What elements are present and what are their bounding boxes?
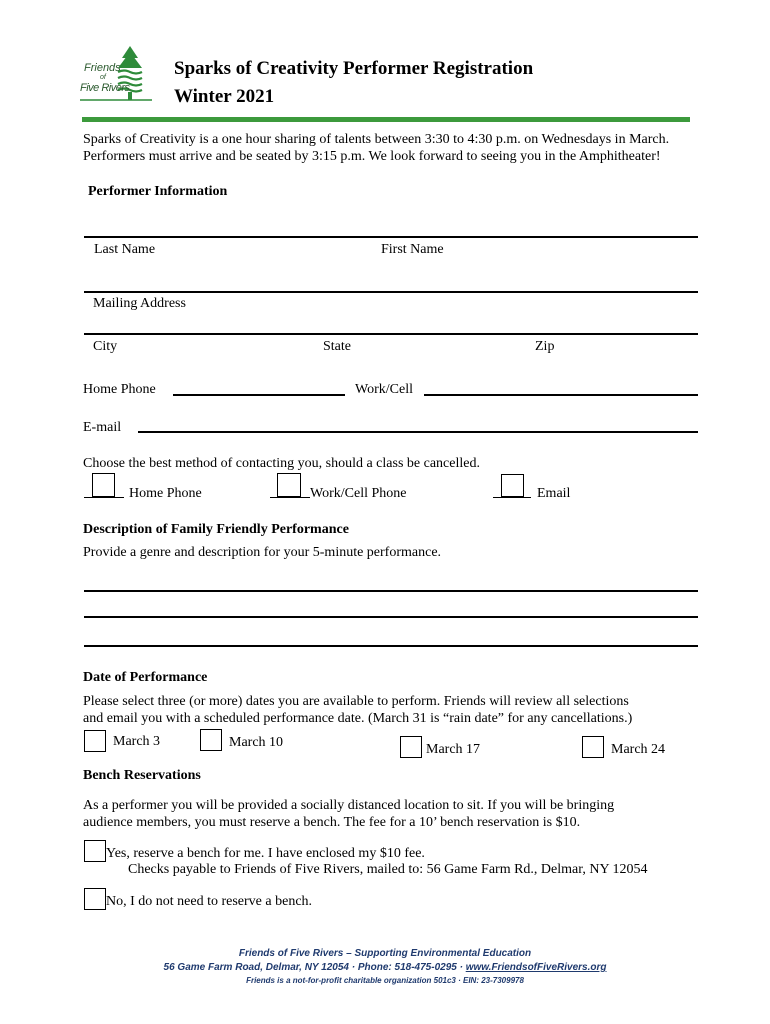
footer-line-3: Friends is a not-for-profit charitable organization 501c3 · EIN: 23-7309978 (246, 976, 524, 985)
march-24-checkbox[interactable] (582, 736, 604, 758)
work-cell-checkbox[interactable] (277, 473, 301, 497)
march-17-label: March 17 (426, 742, 481, 757)
description-line-1[interactable] (84, 590, 698, 592)
page-title: Sparks of Creativity Performer Registration (174, 58, 534, 79)
date-instructions-line-2: and email you with a scheduled performance date. (March 31 is “rain date” for any cancellations.) (83, 711, 633, 726)
logo (78, 42, 154, 104)
checks-payable-note: Checks payable to Friends of Five Rivers, mailed to: 56 Game Farm Rd., Delmar, NY 12054 (128, 862, 648, 877)
email-label: E-mail (83, 420, 122, 435)
work-cell-option-line (270, 497, 310, 498)
home-phone-field[interactable] (173, 394, 345, 396)
name-line[interactable] (84, 236, 698, 238)
description-prompt: Provide a genre and description for your 5-minute performance. (83, 545, 442, 560)
state-label: State (323, 339, 351, 354)
email-field[interactable] (138, 431, 698, 433)
page-subtitle: Winter 2021 (174, 86, 275, 107)
contact-method-prompt: Choose the best method of contacting you, should a class be cancelled. (83, 456, 480, 471)
home-phone-option-line (84, 497, 124, 498)
last-name-label: Last Name (94, 242, 156, 257)
bench-heading: Bench Reservations (83, 768, 201, 783)
work-cell-field[interactable] (424, 394, 698, 396)
logo-text-friends: Friends (84, 62, 121, 74)
description-line-2[interactable] (84, 616, 698, 618)
march-10-label: March 10 (229, 735, 284, 750)
date-instructions-line-1: Please select three (or more) dates you are available to perform. Friends will review all selections (83, 694, 629, 709)
date-heading: Date of Performance (83, 670, 208, 685)
description-heading: Description of Family Friendly Performance (83, 522, 349, 537)
description-line-3[interactable] (84, 645, 698, 647)
bench-no-label: No, I do not need to reserve a bench. (106, 894, 313, 909)
email-checkbox[interactable] (501, 474, 524, 497)
march-10-checkbox[interactable] (200, 729, 222, 751)
home-phone-label: Home Phone (83, 382, 156, 397)
first-name-label: First Name (381, 242, 444, 257)
mailing-address-label: Mailing Address (93, 296, 186, 311)
footer-address: 56 Game Farm Road, Delmar, NY 12054 · Phone: 518-475-0295 · (163, 962, 466, 973)
logo-text-five-rivers: Five Rivers (80, 82, 130, 94)
intro-line-2: Performers must arrive and be seated by 3:15 p.m. We look forward to seeing you in the Amphitheater! (83, 149, 661, 164)
bench-info-line-2: audience members, you must reserve a bench. The fee for a 10’ bench reservation is $10. (83, 815, 581, 830)
work-cell-option-label: Work/Cell Phone (310, 486, 407, 501)
home-phone-checkbox[interactable] (92, 473, 115, 497)
performer-info-heading: Performer Information (88, 184, 228, 199)
zip-label: Zip (535, 339, 555, 354)
march-3-checkbox[interactable] (84, 730, 106, 752)
bench-no-checkbox[interactable] (84, 888, 106, 910)
footer-website-link[interactable]: www.FriendsofFiveRivers.org (465, 962, 607, 973)
bench-info-line-1: As a performer you will be provided a socially distanced location to sit. If you will be bringing (83, 798, 615, 813)
header-rule (82, 117, 690, 122)
email-option-line (493, 497, 531, 498)
footer-line-2 (0, 962, 770, 973)
mailing-address-line[interactable] (84, 291, 698, 293)
bench-yes-checkbox[interactable] (84, 840, 106, 862)
march-24-label: March 24 (611, 742, 666, 757)
city-label: City (93, 339, 118, 354)
intro-line-1: Sparks of Creativity is a one hour sharing of talents between 3:30 to 4:30 p.m. on Wednesdays in March. (83, 132, 670, 147)
home-phone-option-label: Home Phone (129, 486, 202, 501)
email-option-label: Email (537, 486, 571, 501)
logo-text-of: of (100, 74, 106, 81)
march-3-label: March 3 (113, 734, 161, 749)
bench-yes-label: Yes, reserve a bench for me. I have enclosed my $10 fee. (106, 846, 425, 861)
march-17-checkbox[interactable] (400, 736, 422, 758)
city-state-zip-line[interactable] (84, 333, 698, 335)
work-cell-label: Work/Cell (355, 382, 413, 397)
footer-line-1: Friends of Five Rivers – Supporting Environmental Education (238, 948, 532, 959)
